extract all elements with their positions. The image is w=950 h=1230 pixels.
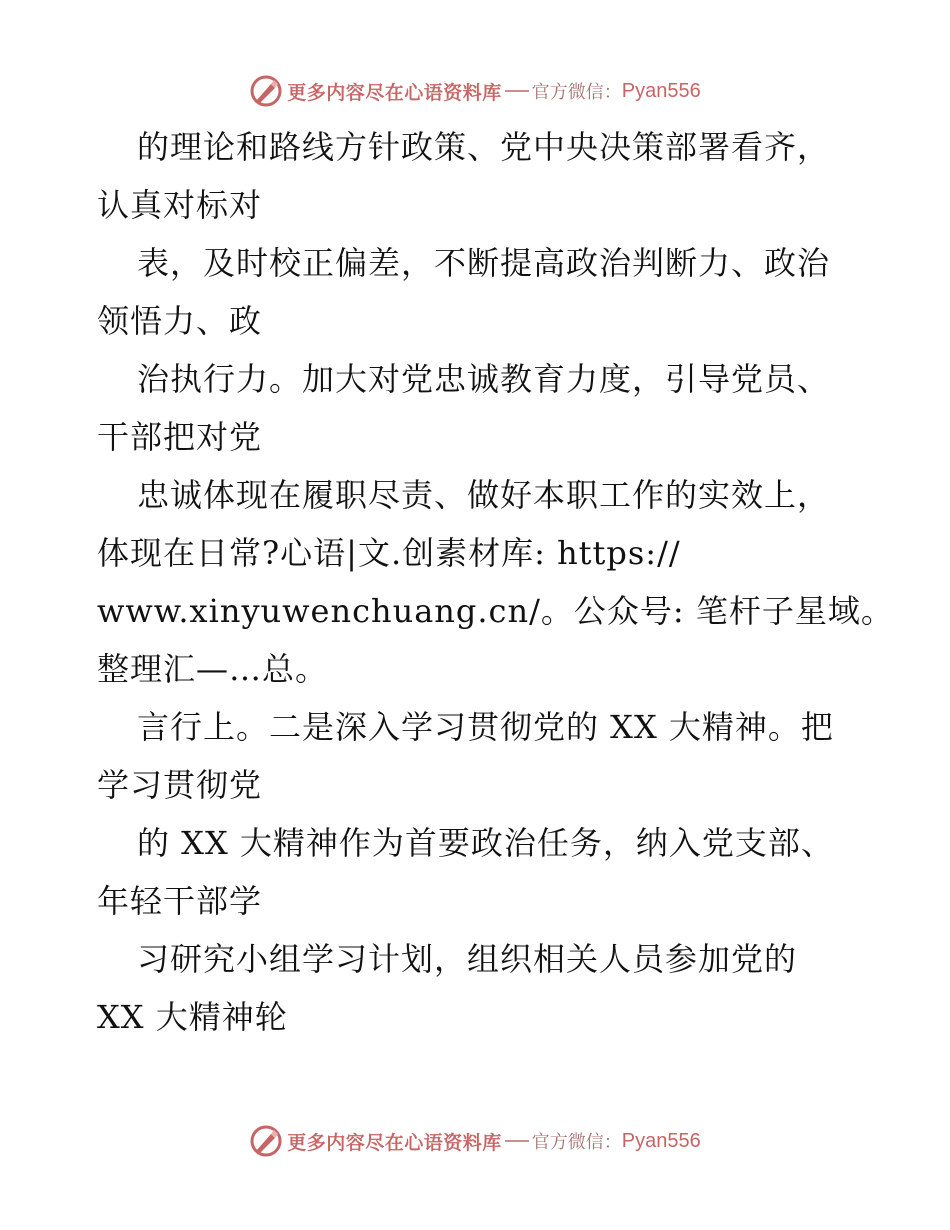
text-line: 言行上。二是深入学习贯彻党的 XX 大精神。把	[137, 708, 834, 746]
header-banner	[0, 71, 950, 111]
pen-logo-icon	[249, 74, 283, 108]
banner-wechat-id: Pyan556	[621, 79, 701, 102]
text-line: 忠诚体现在履职尽责、做好本职工作的实效上，	[137, 476, 831, 514]
banner-divider	[505, 90, 529, 92]
text-line: 认真对标对	[97, 186, 263, 224]
text-line: 干部把对党	[97, 418, 263, 456]
text-line: 的 XX 大精神作为首要政治任务，纳入党支部、	[137, 824, 834, 862]
banner-divider	[505, 1140, 529, 1142]
text-line: 治执行力。加大对党忠诚教育力度，引导党员、	[137, 360, 831, 398]
banner-wechat-label: 官方微信：	[531, 1132, 622, 1153]
text-line: 年轻干部学	[97, 882, 263, 920]
banner-wechat-label: 官方微信：	[531, 82, 622, 103]
text-line: 整理汇—…总。	[97, 650, 329, 688]
footer-banner	[0, 1121, 950, 1161]
banner-title: 更多内容尽在心语资料库	[287, 1131, 502, 1154]
document-body	[97, 118, 894, 1046]
text-line: 表，及时校正偏差，不断提高政治判断力、政治	[137, 244, 831, 282]
text-line: 体现在日常?心语|文.创素材库: https://	[97, 534, 681, 572]
banner-title: 更多内容尽在心语资料库	[287, 81, 502, 104]
text-line: www.xinyuwenchuang.cn/。公众号: 笔杆子星域。	[97, 592, 894, 630]
pen-logo-icon	[249, 1124, 283, 1158]
text-line: XX 大精神轮	[97, 998, 288, 1036]
text-line: 习研究小组学习计划，组织相关人员参加党的	[137, 940, 798, 978]
text-line: 的理论和路线方针政策、党中央决策部署看齐，	[137, 128, 831, 166]
banner-wechat-id: Pyan556	[621, 1129, 701, 1152]
text-line: 领悟力、政	[97, 302, 263, 340]
text-line: 学习贯彻党	[97, 766, 263, 804]
